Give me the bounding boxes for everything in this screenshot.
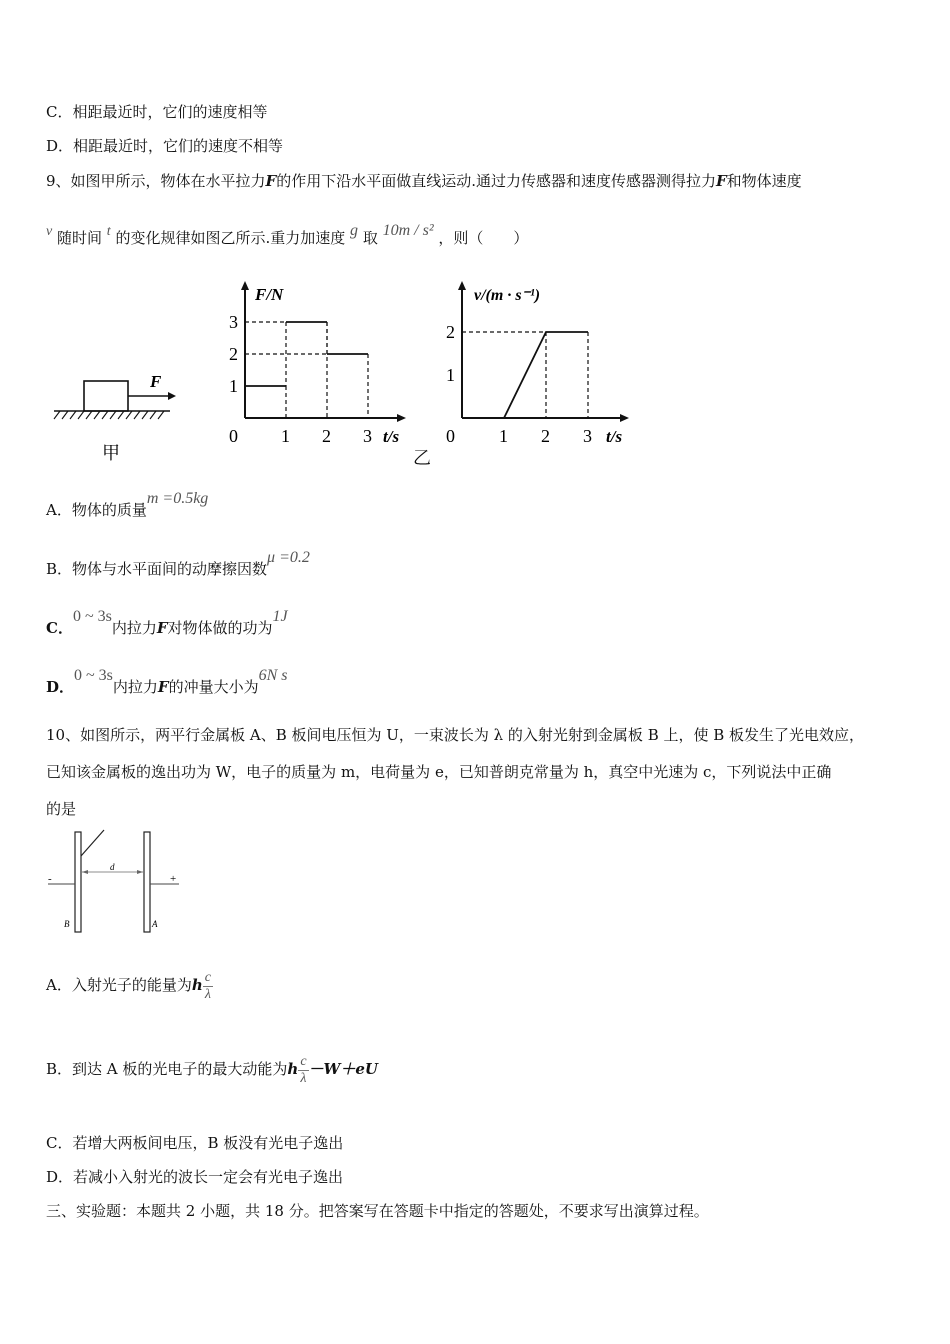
q10-stem-line2: 已知该金属板的逸出功为 W，电子的质量为 m，电荷量为 e，已知普朗克常量为 h，真空中光速为 c，下列说法中正确: [46, 763, 832, 781]
y-axis-label: F/N: [255, 285, 284, 304]
q9-option-b-text: B．物体与水平面间的动摩擦因数: [46, 560, 268, 578]
q8-option-d: D．相距最近时，它们的速度不相等: [46, 137, 284, 155]
force-arrow-head: [168, 392, 176, 400]
x-tick-label: 3: [363, 426, 372, 446]
q9-option-a-text: A．物体的质量: [46, 501, 147, 519]
q9-option-d-label: D．: [46, 678, 75, 696]
y-axis-arrow: [241, 281, 249, 290]
y-tick-label: 1: [229, 376, 238, 396]
q9-g-value: 10m / s²: [382, 222, 434, 239]
figure-jia-label: 甲: [102, 443, 120, 463]
q9-option-c-label: C．: [46, 619, 73, 637]
y-axis-arrow: [458, 281, 466, 290]
q9-option-c-text-a: 内拉力: [111, 619, 157, 637]
fraction-numerator: c: [204, 969, 211, 985]
y-tick-label: 3: [229, 312, 238, 332]
q9-option-d-val: 6N s: [258, 667, 288, 684]
q9-stem1-F2: F: [715, 172, 727, 190]
q9-option-b: [46, 549, 310, 580]
q9-option-c-math: 0 ~ 3s: [72, 608, 112, 625]
q9-stem1-b: 的作用下沿水平面做直线运动.通过力传感器和速度传感器测得拉力: [276, 172, 716, 190]
q9-stem-line2: [46, 222, 529, 250]
x-axis-arrow: [397, 414, 406, 422]
section-3-heading: 三、实验题：本题共 2 小题，共 18 分。把答案写在答题卡中指定的答题处，不要求写出演算过程。: [46, 1202, 709, 1220]
x-axis-label: t/s: [606, 427, 623, 446]
q9-stem2-d: ，则（ ）: [438, 229, 529, 247]
q9-option-d-F: F: [157, 678, 169, 696]
distance-arrow-right: [137, 870, 143, 874]
q10-option-a-text: A．入射光子的能量为: [46, 976, 192, 994]
y-tick-label: 1: [446, 365, 455, 385]
q10-stem-line1: 10、如图所示，两平行金属板 A、B 板间电压恒为 U，一束波长为 λ 的入射光射到金属板 B 上，使 B 板发生了光电效应，: [46, 726, 865, 744]
q8-option-c: C．相距最近时，它们的速度相等: [46, 103, 268, 121]
q9-option-c-text-b: 对物体做的功为: [167, 619, 273, 637]
q9-stem2-c: 取: [362, 229, 378, 247]
q10-option-c: C．若增大两板间电压，B 板没有光电子逸出: [46, 1134, 344, 1152]
q9-g: g: [350, 222, 359, 239]
q9-stem2-a: 随时间: [57, 229, 103, 247]
fraction-denominator: λ: [300, 1070, 307, 1086]
q10-option-a: [46, 968, 213, 1003]
fraction-denominator: λ: [204, 986, 211, 1002]
q9-t: t: [106, 224, 111, 239]
q9-v: v: [46, 224, 53, 239]
x-tick-label: 2: [322, 426, 331, 446]
q9-stem-line1: [46, 171, 802, 191]
q9-option-d: [46, 667, 288, 698]
plus-sign: +: [170, 873, 177, 885]
x-axis-label: t/s: [383, 427, 400, 446]
incident-light: [81, 830, 104, 856]
q10-plates-figure: [44, 828, 194, 938]
q9-option-c-F: F: [156, 619, 168, 637]
x-tick-label: 1: [281, 426, 290, 446]
q9-option-c-val: 1J: [272, 608, 288, 625]
q10-stem-line3: 的是: [46, 800, 77, 818]
q10-option-b: [46, 1052, 378, 1087]
q9-option-d-math: 0 ~ 3s: [74, 667, 113, 684]
q10-option-a-fraction: [203, 970, 213, 1003]
x-axis-arrow: [620, 414, 629, 422]
plate-a: [144, 832, 150, 932]
q10-option-d: D．若减小入射光的波长一定会有光电子逸出: [46, 1168, 344, 1186]
q9-velocity-time-chart: [438, 278, 638, 448]
q9-stem1-a: 9、如图甲所示，物体在水平拉力: [46, 172, 266, 190]
plate-b-label: B: [64, 919, 70, 929]
ground-hatch: [54, 411, 164, 419]
y-tick-label: 2: [229, 344, 238, 364]
q10-option-b-h: h: [287, 1060, 299, 1078]
q10-option-a-h: h: [191, 976, 203, 994]
q9-option-c: [46, 608, 288, 639]
q9-option-a: [46, 490, 209, 521]
figure-yi-label: 乙: [413, 448, 431, 469]
x-tick-label: 2: [541, 426, 550, 446]
q9-stem1-c: 和物体速度: [726, 172, 802, 190]
x-tick-label: 0: [446, 426, 455, 446]
force-label: F: [150, 372, 162, 391]
block: [84, 381, 128, 411]
y-tick-label: 2: [446, 322, 455, 342]
q10-option-b-tail: －W＋eU: [308, 1060, 379, 1078]
q10-option-b-fraction: [298, 1054, 308, 1087]
q9-force-time-chart: [215, 278, 415, 448]
x-tick-label: 1: [499, 426, 508, 446]
q9-option-b-math: μ =0.2: [267, 549, 310, 566]
q9-stem2-b: 的变化规律如图乙所示.重力加速度: [115, 229, 346, 247]
minus-sign: -: [48, 873, 52, 885]
q9-option-d-text-b: 的冲量大小为: [168, 678, 259, 696]
y-axis-label: v/(m · s⁻¹): [474, 287, 541, 304]
q9-option-a-math: m =0.5kg: [146, 490, 209, 507]
q9-option-d-text-a: 内拉力: [112, 678, 158, 696]
q9-stem1-F: F: [265, 172, 277, 190]
q10-option-b-text: B．到达 A 板的光电子的最大动能为: [46, 1060, 288, 1078]
distance-label: d: [110, 862, 115, 872]
distance-arrow-left: [82, 870, 88, 874]
fraction-numerator: c: [300, 1053, 307, 1069]
x-tick-label: 0: [229, 426, 238, 446]
x-tick-label: 3: [583, 426, 592, 446]
plate-b: [75, 832, 81, 932]
q9-figure-jia: [46, 365, 186, 475]
plate-a-label: A: [152, 919, 158, 929]
